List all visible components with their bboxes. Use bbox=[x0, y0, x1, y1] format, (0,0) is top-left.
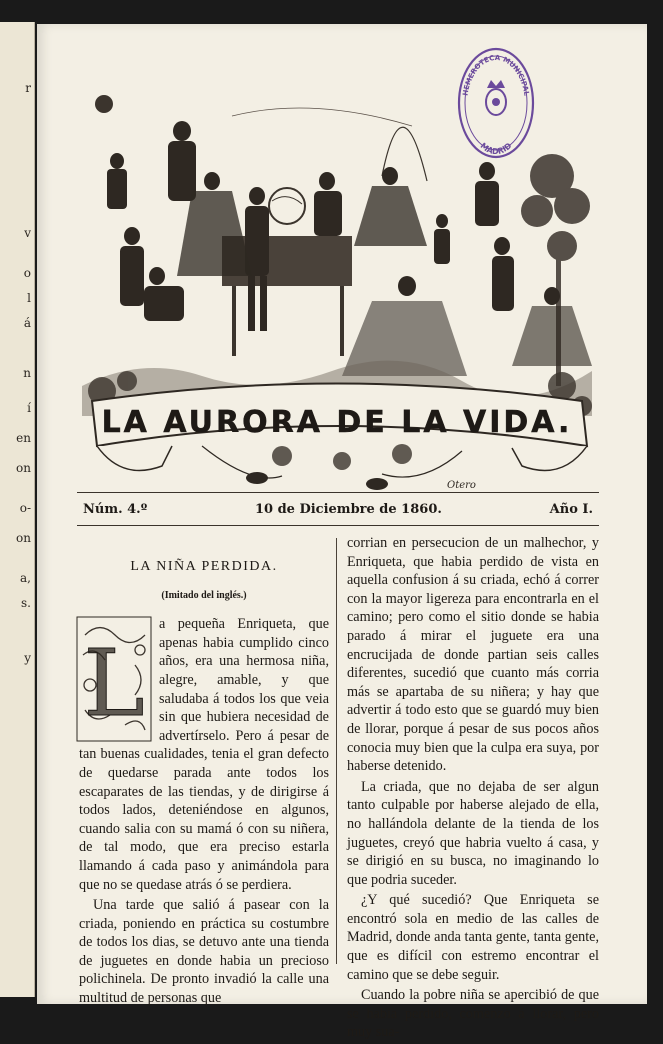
previous-page-fragment: n bbox=[23, 366, 31, 380]
issue-year: Año I. bbox=[549, 501, 593, 517]
masthead-title: LA AURORA DE LA VIDA. bbox=[101, 405, 573, 440]
issue-date: 10 de Diciembre de 1860. bbox=[254, 501, 442, 517]
previous-page-fragment: a, bbox=[20, 571, 31, 585]
previous-page-fragment: en bbox=[16, 431, 31, 445]
previous-page-fragment: v bbox=[24, 226, 31, 240]
column-divider bbox=[336, 538, 337, 964]
previous-page-fragment: o- bbox=[19, 501, 31, 515]
paragraph: Cuando la pobre niña se apercibió de que se habia perdido, comenzó á llorar, pero muy sua- bbox=[347, 987, 599, 1041]
previous-page-fragment: á bbox=[23, 316, 31, 330]
issue-info-bar bbox=[77, 492, 599, 526]
engraver-signature: Otero bbox=[447, 480, 476, 491]
previous-page-fragment: s. bbox=[21, 596, 31, 610]
stamp-text-bottom: MADRID bbox=[478, 141, 514, 157]
article-columns bbox=[79, 530, 599, 1041]
paragraph: La criada, que no dejaba de ser algun tanto culpable por haberse alejado de ella, no hallándola delante de la tienda de los juguetes, creyó que habria vuelto á casa, y se dirigió en su busca, no imaginando lo que podria suceder. bbox=[347, 778, 599, 888]
previous-page-fragment: on bbox=[16, 531, 31, 545]
article-subtitle: (Imitado del inglés.) bbox=[161, 589, 247, 601]
previous-page-fragment: í bbox=[27, 401, 31, 415]
left-column bbox=[79, 530, 329, 1010]
previous-page-fragment: l bbox=[27, 291, 31, 305]
ball-icon bbox=[95, 95, 113, 113]
previous-page-fragment: o bbox=[23, 266, 31, 280]
previous-page-fragment: y bbox=[24, 651, 31, 665]
stamp-text-top: HEMEROTECA MUNICIPAL bbox=[461, 53, 531, 97]
library-stamp bbox=[455, 44, 537, 162]
paragraph: ¿Y qué sucedió? Que Enriqueta se encontró sola en medio de las calles de Madrid, donde anda tanta gente, tanta gente, que es difícil con estremo encontrar el camino que se debe seguir. bbox=[347, 892, 599, 983]
dropcap-letter: L bbox=[83, 630, 145, 738]
previous-page-edge bbox=[0, 22, 35, 997]
issue-number: Núm. 4.º bbox=[83, 501, 148, 517]
right-column-text bbox=[347, 534, 599, 1042]
paragraph: corrian en persecucion de un malhechor, y Enriqueta, que habia perdido de vista en aquella confusion á su criada, echó á correr con la mayor ligereza para encontrarla en el camino; pero como el sitio donde se habia parado á mirar el juguete era una encrucijada de donde partian seis calles diferentes, sucedió que cuanto más corria más se apartaba de su niñera; y hay que advertir á todo esto que se guardó muy bien de llorar, porque á pesar de sus pocos años conocia muy bien que la culpa era suya, por haberse detenido. bbox=[347, 535, 599, 775]
crown-crest-icon bbox=[486, 80, 506, 115]
right-column bbox=[347, 534, 599, 1044]
article-title: LA NIÑA PERDIDA. bbox=[130, 559, 278, 574]
newspaper-page bbox=[37, 24, 647, 1041]
previous-page-fragment: on bbox=[16, 461, 31, 475]
previous-page-fragment: r bbox=[25, 81, 31, 95]
ornamental-dropcap bbox=[75, 615, 153, 743]
paragraph: a pequeña Enriqueta, que apenas habia cumplido cinco años, era una hermosa niña, alegre, amable, y que saludaba á todos los que veia sin que hubiera necesidad de advertírselo. Pero á pesar de tan buenas cualidades, tenia el gran defecto de quedarse parada ante todos los escaparates de las tiendas, y de dirigirse á todos lados, deteniéndose en algunos, cuando salia con su mamá ó con su niñera, de tal modo, que era preciso estarla llamando á cada paso y animándola para que no se quedase atrás ó se perdiera. bbox=[79, 616, 329, 893]
paragraph: Una tarde que salió á pasear con la criada, poniendo en práctica su costumbre de todos los dias, se detuvo ante una tienda de juguetes en donde habia un precioso polichinela. De pronto invadió la calle una multitud de personas que bbox=[79, 897, 329, 1007]
